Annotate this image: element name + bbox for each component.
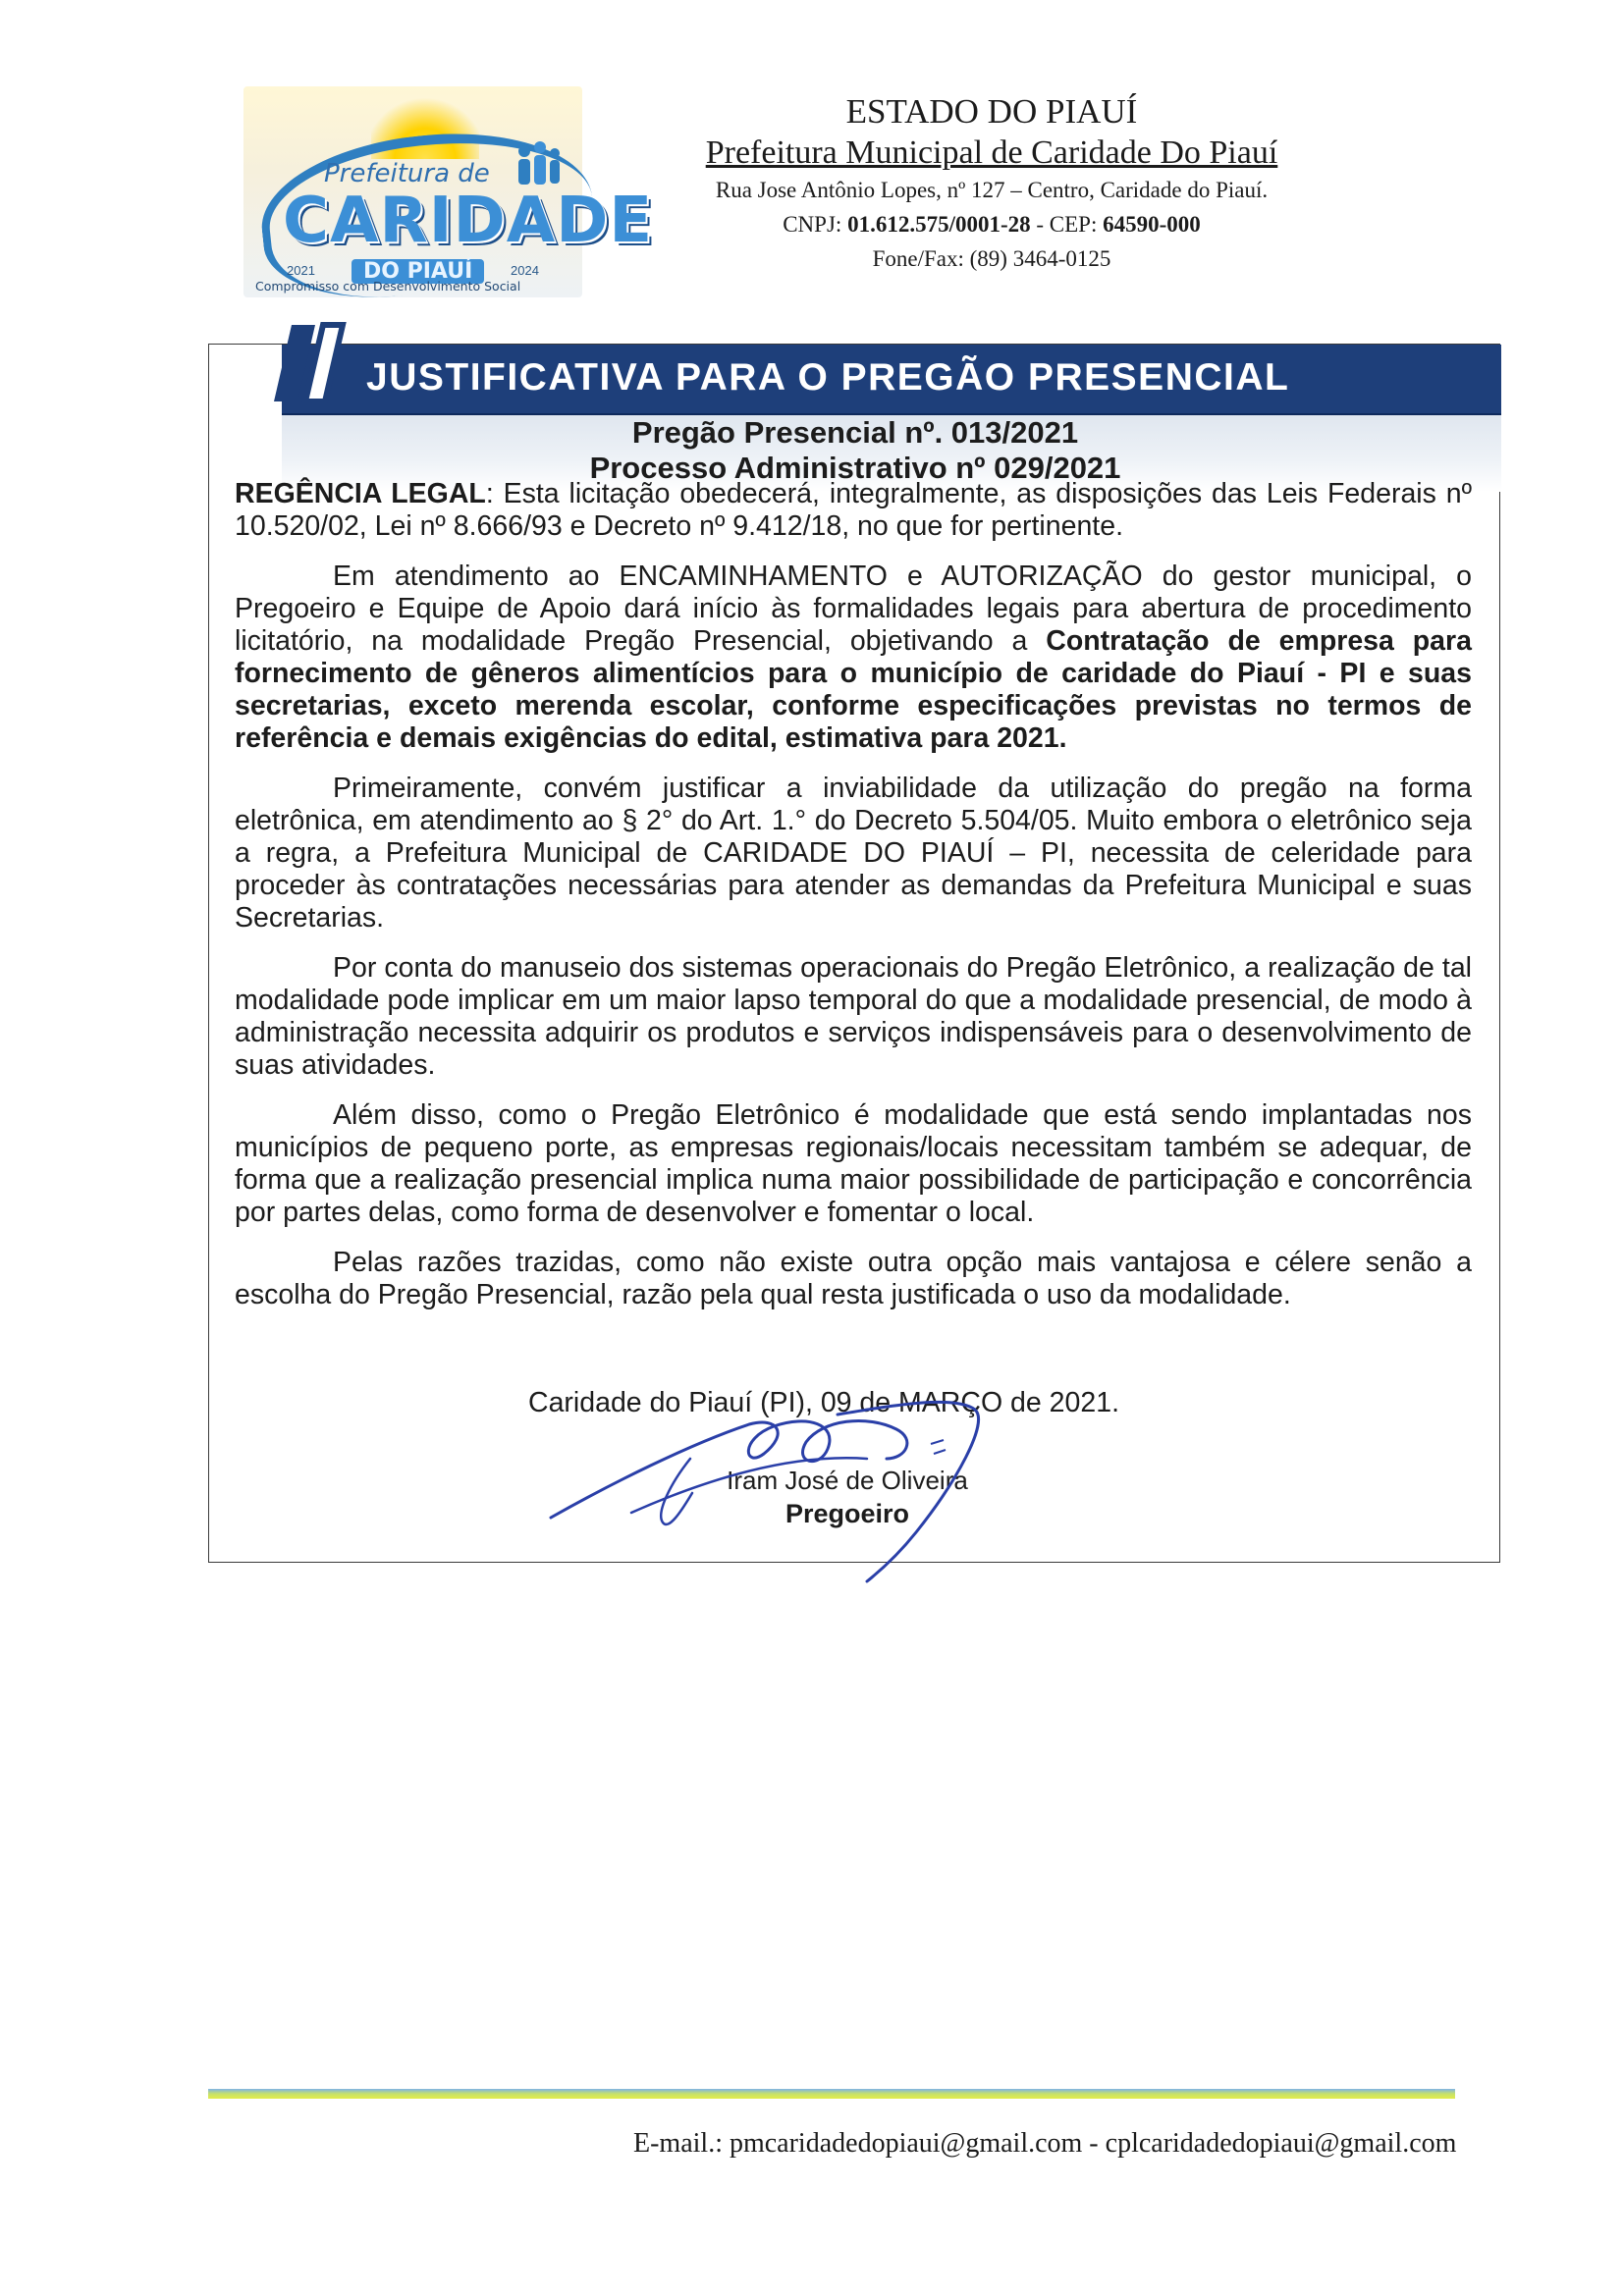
logo-year-start: 2021 — [287, 263, 315, 278]
date-line: Caridade do Piauí (PI), 09 de MARÇO de 2021. — [528, 1387, 1119, 1418]
paragraph-6: Pelas razões trazidas, como não existe outra opção mais vantajosa e célere senão a escolha do Pregão Presencial, razão pela qual resta justificada o uso da modalidade. — [235, 1247, 1472, 1310]
address: Rua Jose Antônio Lopes, nº 127 – Centro, Caridade do Piauí. — [715, 178, 1269, 202]
paragraph-4: Por conta do manuseio dos sistemas operacionais do Pregão Eletrônico, a realização de tal modalidade pode implicar em um maior lapso temporal do que a modalidade presencial, de modo à administração necessita adquirir os produtos e serviços indispensáveis para o desenvolvimento de suas atividades. — [235, 952, 1472, 1081]
title-slash-icon — [270, 323, 349, 413]
pregao-number: Pregão Presencial nº. 013/2021 — [631, 415, 1079, 450]
logo-tagline: Compromisso com Desenvolvimento Social — [255, 279, 521, 294]
regencia-text: : Esta licitação obedecerá, integralmente, as disposições das Leis Federais nº 10.520/02, Lei nº 8.666/93 e Decreto nº 9.412/18, no que for pertinente. — [235, 478, 1472, 542]
regencia-label: REGÊNCIA LEGAL — [235, 478, 486, 509]
handwritten-signature — [543, 1365, 1014, 1591]
paragraph-3: Primeiramente, convém justificar a inviabilidade da utilização do pregão na forma eletrônica, em atendimento ao § 2° do Art. 1.° do Decreto 5.504/05. Muito embora o eletrônico seja a regra, a Prefeitura Municipal de CARIDADE DO PIAUÍ – PI, necessita de celeridade para proceder às contratações necessárias para atender as demandas da Prefeitura Municipal e suas Secretarias. — [235, 773, 1472, 934]
cnpj-cep — [648, 207, 1335, 241]
letterhead — [648, 90, 1335, 276]
justification-box — [208, 344, 1500, 1563]
paragraph-5: Além disso, como o Pregão Eletrônico é modalidade que está sendo implantadas nos municípios de pequeno porte, as empresas regionais/locais necessitam também se adequar, de forma que a realização presencial implica numa maior possibilidade de participação e concorrência por partes delas, como forma de desenvolver e fomentar o local. — [235, 1099, 1472, 1228]
logo-line2: CARIDADE — [283, 185, 654, 257]
logo-year-end: 2024 — [511, 263, 539, 278]
cnpj-value: 01.612.575/0001-28 — [847, 212, 1031, 237]
paragraph-regencia — [235, 478, 1472, 543]
signer-role: Pregoeiro — [784, 1499, 910, 1528]
document-title: JUSTIFICATIVA PARA O PREGÃO PRESENCIAL — [366, 356, 1290, 399]
prefecture-name: Prefeitura Municipal de Caridade Do Piauí — [705, 134, 1278, 171]
document-body — [235, 478, 1472, 1329]
signer-name: Iram José de Oliveira — [727, 1466, 968, 1495]
paragraph-2 — [235, 561, 1472, 755]
title-bar — [282, 345, 1501, 415]
logo-line1: Prefeitura de — [324, 159, 490, 188]
footer-divider — [208, 2089, 1455, 2099]
cep-value: 64590-000 — [1103, 212, 1201, 237]
cep-label: - CEP: — [1030, 212, 1104, 237]
paragraph-2-text: Em atendimento ao ENCAMINHAMENTO e AUTORIZAÇÃO do gestor municipal, o Pregoeiro e Equipe de Apoio dará início às formalidades legais para abertura de procedimento licitatório, na modalidade Pregão Presencial, objetivando a — [235, 561, 1472, 657]
municipality-logo — [243, 86, 654, 297]
cnpj-label: CNPJ: — [783, 212, 848, 237]
processo-number: Processo Administrativo nº 029/2021 — [589, 451, 1121, 485]
people-icon — [511, 141, 566, 192]
logo-line3: DO PIAUÍ — [352, 259, 484, 284]
paragraph-2-bold: Contratação de empresa para fornecimento de gêneros alimentícios para o município de caridade do Piauí - PI e suas secretarias, exceto merenda escolar, conforme especificações previstas no termos de referência e demais exigências do edital, estimativa para 2021. — [235, 625, 1472, 754]
state-name: ESTADO DO PIAUÍ — [845, 92, 1138, 131]
phone: Fone/Fax: (89) 3464-0125 — [872, 246, 1111, 271]
footer-email: E-mail.: pmcaridadedopiaui@gmail.com - cplcaridadedopiaui@gmail.com — [633, 2128, 1457, 2159]
